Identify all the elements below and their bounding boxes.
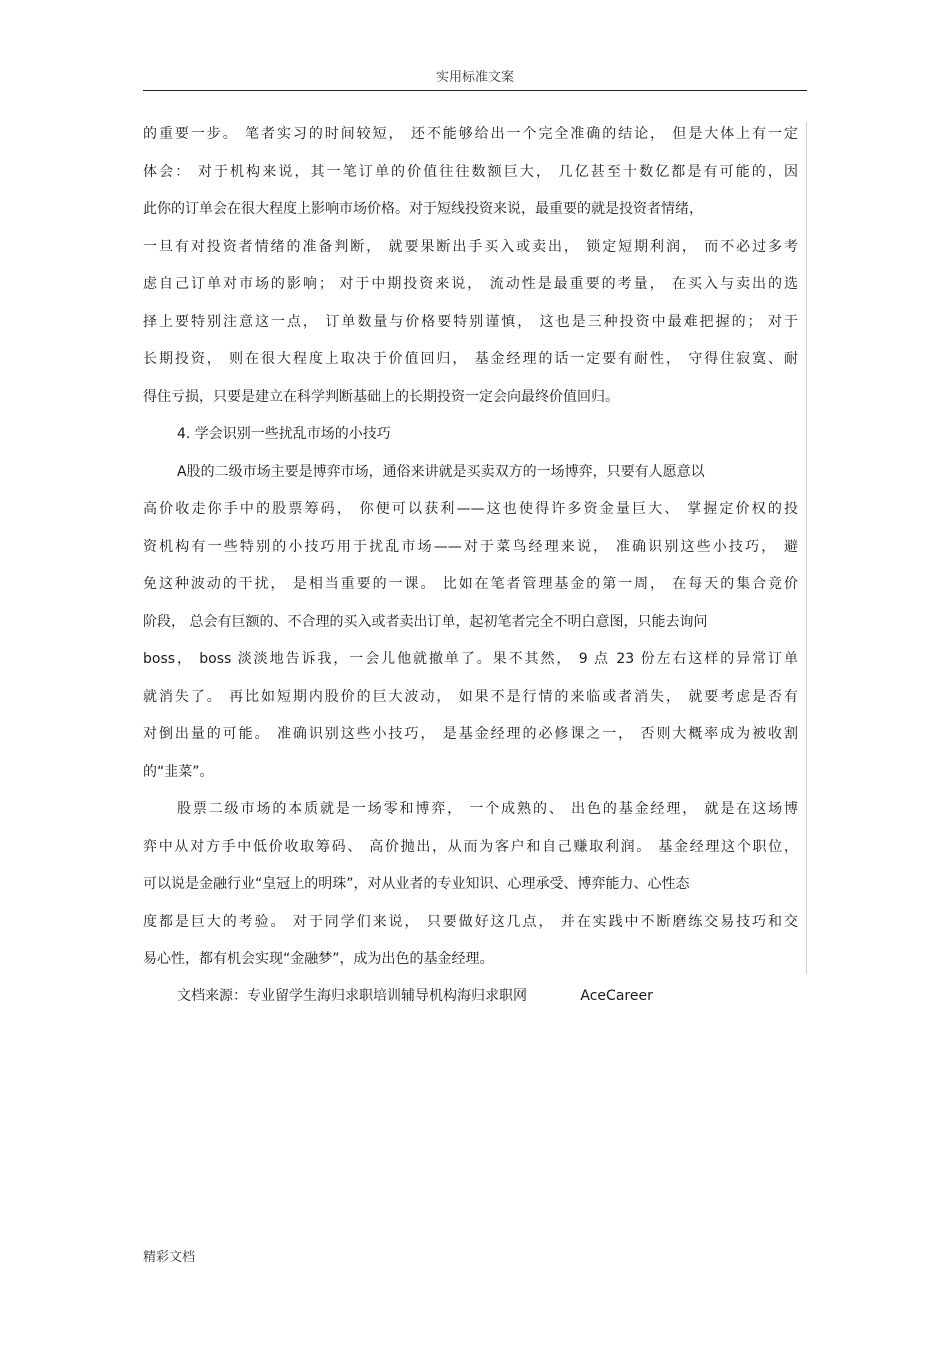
body-line: 高价收走你手中的股票筹码， 你便可以获利——这也使得许多资金量巨大、 掌握定价权的投: [143, 501, 798, 517]
body-line: 资机构有一些特别的小技巧用于扰乱市场——对于菜鸟经理来说， 准确识别这些小技巧， 避: [143, 538, 798, 555]
body-line: 的“韭菜”。: [143, 763, 214, 780]
margin-rule: [806, 122, 807, 974]
body-line: 得住亏损，只要是建立在科学判断基础上的长期投资一定会向最终价值回归。: [143, 388, 619, 405]
body-line: 就消失了。 再比如短期内股价的巨大波动， 如果不是行情的来临或者消失， 就要考虑是否有: [143, 688, 798, 705]
header-divider: [143, 90, 807, 91]
body-line: 虑自己订单对市场的影响； 对于中期投资来说， 流动性是最重要的考量， 在买入与卖出的选: [143, 276, 798, 292]
body-line: 的重要一步。 笔者实习的时间较短， 还不能够给出一个完全准确的结论， 但是大体上有一定: [143, 126, 798, 142]
body-line: 弈中从对方手中低价收取筹码、 高价抛出，从而为客户和自己赚取利润。 基金经理这个职位，: [143, 838, 798, 855]
body-line: 易心性，都有机会实现“金融梦”，成为出色的基金经理。: [143, 951, 494, 967]
body-text: [143, 116, 798, 979]
page-header-title: 实用标准文案: [435, 70, 514, 85]
body-line: 免这种波动的干扰， 是相当重要的一课。 比如在笔者管理基金的第一周， 在每天的集合竞价: [143, 576, 798, 592]
body-line: 此你的订单会在很大程度上影响市场价格。对于短线投资来说，最重要的就是投资者情绪，: [143, 201, 703, 217]
body-line: 可以说是金融行业“皇冠上的明珠”，对从业者的专业知识、心理承受、博弈能力、心性态: [143, 876, 690, 892]
page-footer-label: 精彩文档: [143, 1250, 196, 1265]
body-line: 股票二级市场的本质就是一场零和博弈， 一个成熟的、 出色的基金经理， 就是在这场博: [177, 801, 798, 817]
body-line: A股的二级市场主要是博弈市场，通俗来讲就是买卖双方的一场博弈，只要有人愿意以: [177, 463, 705, 480]
body-line: 择上要特别注意这一点， 订单数量与价格要特别谨慎， 这也是三种投资中最难把握的； 对于: [143, 313, 798, 330]
body-line: 阶段， 总会有巨额的、不合理的买入或者卖出订单，起初笔者完全不明白意图，只能去询问: [143, 613, 708, 630]
body-line: 体会： 对于机构来说，其一笔订单的价值往往数额巨大， 几亿甚至十数亿都是有可能的，因: [143, 163, 798, 180]
body-line: 一旦有对投资者情绪的准备判断， 就要果断出手买入或卖出， 锁定短期利润， 而不必过多考: [143, 238, 798, 255]
body-line: 度都是巨大的考验。 对于同学们来说， 只要做好这几点， 并在实践中不断磨练交易技巧和交: [143, 913, 798, 930]
document-source: 文档来源：专业留学生海归求职培训辅导机构海归求职网 AceCareer: [177, 988, 653, 1004]
body-line: boss， boss 淡淡地告诉我，一会儿他就撤单了。果不其然， 9 点 23 份左右这样的异常订单: [143, 651, 798, 667]
body-line: 4. 学会识别一些扰乱市场的小技巧: [177, 426, 391, 442]
body-line: 对倒出量的可能。 准确识别这些小技巧， 是基金经理的必修课之一， 否则大概率成为被收割: [143, 726, 798, 742]
body-line: 长期投资， 则在很大程度上取决于价值回归， 基金经理的话一定要有耐性， 守得住寂寞、耐: [143, 351, 798, 367]
